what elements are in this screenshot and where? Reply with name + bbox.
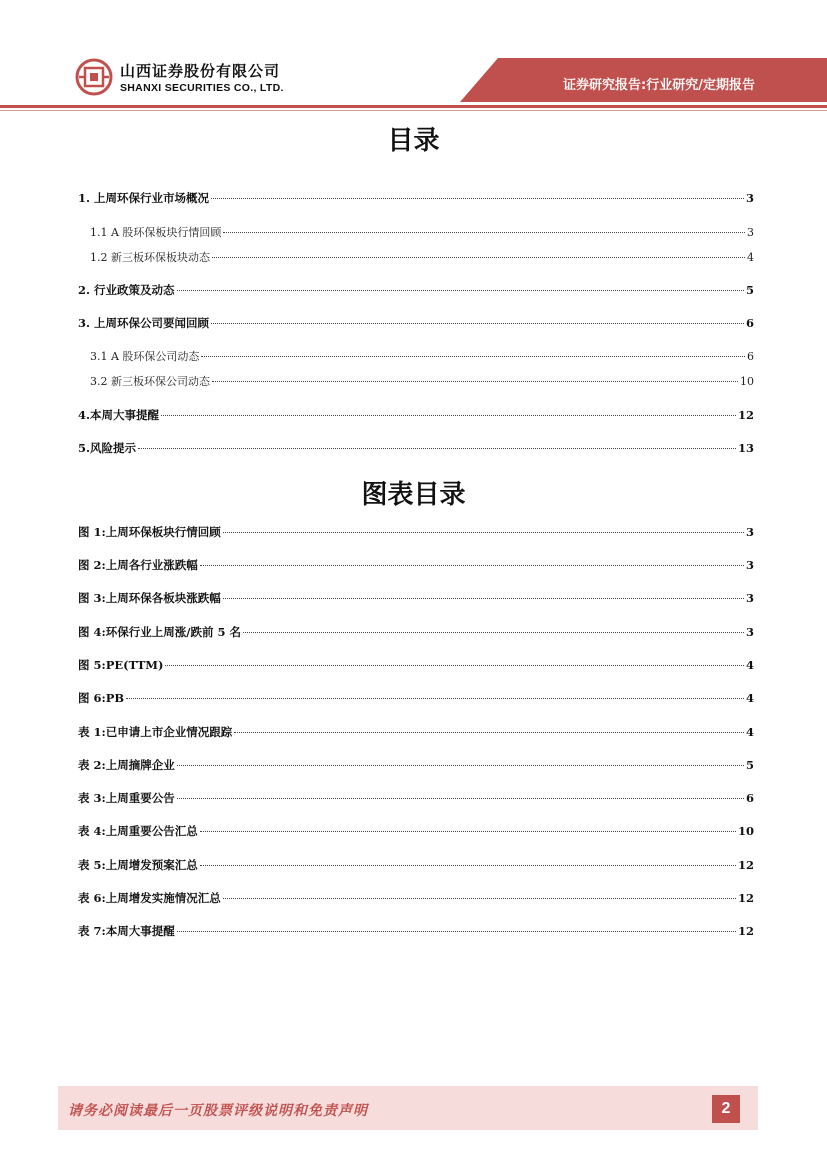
footer-disclaimer: 请务必阅读最后一页股票评级说明和免责声明 bbox=[68, 1103, 368, 1119]
figure-entry-label: 表 2:上周摘牌企业 bbox=[78, 758, 175, 772]
page-number: 2 bbox=[712, 1095, 740, 1123]
leader-dots bbox=[211, 198, 744, 199]
toc-entry[interactable] bbox=[78, 407, 754, 425]
figure-entry[interactable] bbox=[78, 524, 754, 542]
leader-dots bbox=[223, 898, 736, 899]
header-divider bbox=[0, 105, 827, 108]
figure-entry-label: 表 5:上周增发预案汇总 bbox=[78, 858, 198, 872]
toc-entry-page: 6 bbox=[745, 316, 754, 330]
toc-entry-label: 3.2 新三板环保公司动态 bbox=[90, 375, 210, 388]
leader-dots bbox=[211, 323, 744, 324]
toc-entry[interactable] bbox=[90, 249, 754, 267]
leader-dots bbox=[177, 765, 744, 766]
figure-entry[interactable] bbox=[78, 557, 754, 575]
toc-entry-page: 5 bbox=[745, 283, 754, 297]
toc-entry-label: 2. 行业政策及动态 bbox=[78, 283, 175, 297]
figure-entry-page: 12 bbox=[737, 924, 754, 938]
figure-entry[interactable] bbox=[78, 624, 754, 642]
toc-entry-label: 1.2 新三板环保板块动态 bbox=[90, 251, 210, 264]
figure-entry-label: 图 4:环保行业上周涨/跌前 5 名 bbox=[78, 625, 241, 639]
header-divider-thin bbox=[0, 110, 827, 111]
toc-entry-page: 13 bbox=[737, 441, 754, 455]
leader-dots bbox=[200, 865, 736, 866]
leader-dots bbox=[201, 356, 745, 357]
figure-entry-label: 图 2:上周各行业涨跌幅 bbox=[78, 558, 198, 572]
company-logo bbox=[75, 58, 113, 96]
toc-entry[interactable] bbox=[78, 282, 754, 300]
leader-dots bbox=[161, 415, 736, 416]
figure-entry-page: 3 bbox=[745, 591, 754, 605]
toc-entry-page: 3 bbox=[747, 226, 754, 239]
leader-dots bbox=[177, 290, 744, 291]
toc-entry-label: 1.1 A 股环保板块行情回顾 bbox=[90, 226, 222, 239]
figure-entry-label: 表 6:上周增发实施情况汇总 bbox=[78, 891, 221, 905]
report-type-label: 证券研究报告:行业研究/定期报告 bbox=[563, 78, 755, 93]
leader-dots bbox=[138, 448, 736, 449]
figure-entry-label: 表 1:已申请上市企业情况跟踪 bbox=[78, 725, 233, 739]
toc-entry-page: 4 bbox=[747, 251, 754, 264]
figure-entry-label: 图 3:上周环保各板块涨跌幅 bbox=[78, 591, 221, 605]
toc-title: 目录 bbox=[387, 126, 440, 156]
figure-entry-page: 4 bbox=[745, 658, 754, 672]
figure-entry-page: 5 bbox=[745, 758, 754, 772]
toc-entry-page: 10 bbox=[740, 375, 754, 388]
figures-title: 图表目录 bbox=[361, 480, 466, 510]
figure-entry-label: 表 4:上周重要公告汇总 bbox=[78, 824, 198, 838]
leader-dots bbox=[212, 381, 738, 382]
figure-entry-page: 3 bbox=[745, 558, 754, 572]
figure-entry-label: 图 1:上周环保板块行情回顾 bbox=[78, 525, 221, 539]
figure-entry-page: 12 bbox=[737, 891, 754, 905]
toc-entry-label: 1. 上周环保行业市场概况 bbox=[78, 191, 210, 205]
toc-entry-label: 3.1 A 股环保公司动态 bbox=[90, 350, 200, 363]
figure-entry[interactable] bbox=[78, 890, 754, 908]
company-name-cn: 山西证券股份有限公司 bbox=[120, 62, 281, 80]
leader-dots bbox=[223, 532, 744, 533]
figure-entry-page: 4 bbox=[745, 691, 754, 705]
company-name-en: SHANXI SECURITIES CO., LTD. bbox=[120, 82, 284, 94]
toc-entry[interactable] bbox=[90, 224, 754, 242]
figure-entry-page: 3 bbox=[745, 525, 754, 539]
figure-entry[interactable] bbox=[78, 923, 754, 941]
leader-dots bbox=[223, 598, 744, 599]
toc-entry[interactable] bbox=[78, 315, 754, 333]
figure-entry[interactable] bbox=[78, 657, 754, 675]
toc-entry-page: 6 bbox=[747, 350, 754, 363]
toc-entry-label: 5.风险提示 bbox=[78, 441, 137, 455]
leader-dots bbox=[200, 831, 736, 832]
figure-entry-page: 6 bbox=[745, 791, 754, 805]
leader-dots bbox=[126, 698, 744, 699]
figure-entry-page: 4 bbox=[745, 725, 754, 739]
toc-entry[interactable] bbox=[90, 373, 754, 391]
toc-entry-page: 3 bbox=[745, 191, 754, 205]
figure-entry-label: 表 3:上周重要公告 bbox=[78, 791, 175, 805]
figure-entry-page: 10 bbox=[737, 824, 754, 838]
figure-entry[interactable] bbox=[78, 590, 754, 608]
figure-entry[interactable] bbox=[78, 823, 754, 841]
figure-entry[interactable] bbox=[78, 757, 754, 775]
leader-dots bbox=[177, 798, 744, 799]
toc-entry[interactable] bbox=[90, 348, 754, 366]
toc-entry-label: 3. 上周环保公司要闻回顾 bbox=[78, 316, 210, 330]
figure-entry-page: 3 bbox=[745, 625, 754, 639]
toc-entry-page: 12 bbox=[737, 408, 754, 422]
figure-entry-label: 表 7:本周大事提醒 bbox=[78, 924, 175, 938]
toc-entry[interactable] bbox=[78, 440, 754, 458]
figure-entry[interactable] bbox=[78, 724, 754, 742]
leader-dots bbox=[234, 732, 744, 733]
figure-entry-label: 图 5:PE(TTM) bbox=[78, 658, 164, 672]
toc-entry[interactable] bbox=[78, 190, 754, 208]
page-header bbox=[0, 0, 827, 110]
toc-entry-label: 4.本周大事提醒 bbox=[78, 408, 160, 422]
leader-dots bbox=[200, 565, 744, 566]
figure-entry[interactable] bbox=[78, 790, 754, 808]
figure-entry-label: 图 6:PB bbox=[78, 691, 125, 705]
figure-entry-page: 12 bbox=[737, 858, 754, 872]
leader-dots bbox=[165, 665, 744, 666]
leader-dots bbox=[212, 257, 745, 258]
leader-dots bbox=[243, 632, 744, 633]
leader-dots bbox=[223, 232, 745, 233]
figure-entry[interactable] bbox=[78, 857, 754, 875]
leader-dots bbox=[177, 931, 736, 932]
figure-entry[interactable] bbox=[78, 690, 754, 708]
